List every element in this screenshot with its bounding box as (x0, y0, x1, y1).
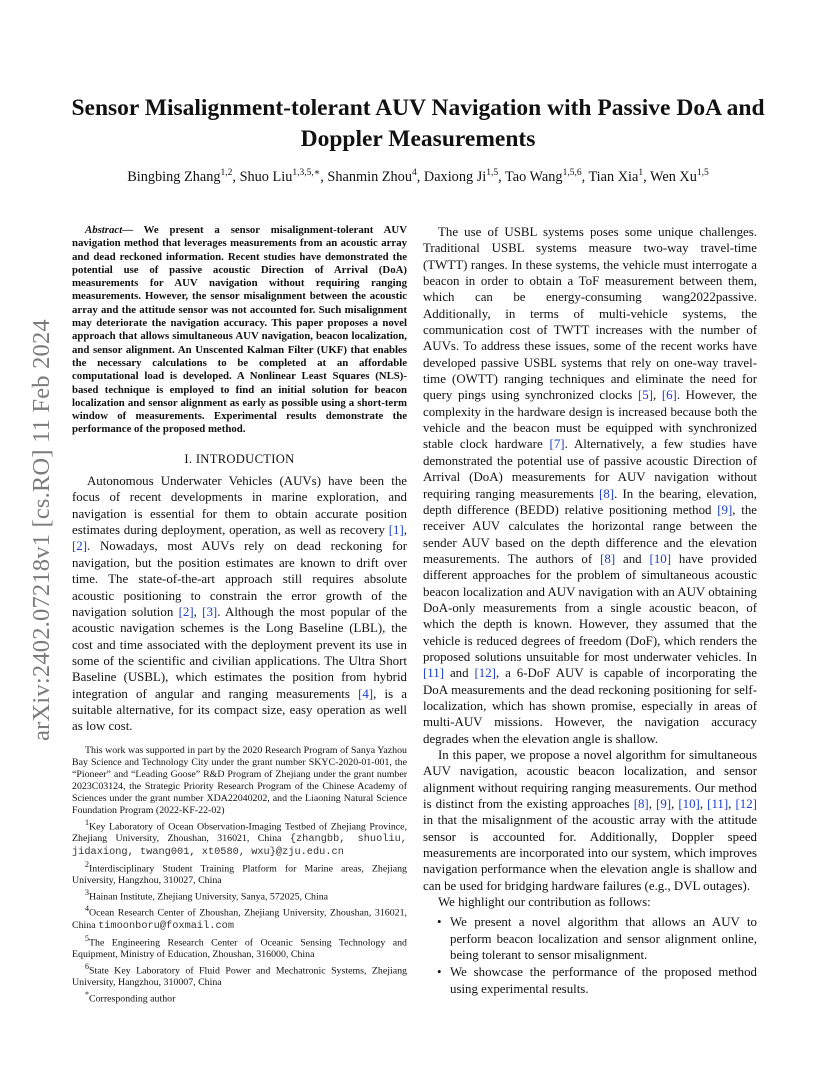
citation-link[interactable]: [9] (717, 502, 733, 517)
citation-link[interactable]: [2] (178, 604, 194, 619)
affiliation-5: $^5$The Engineering Research Center of Oceanic Sensing Technology and Equipment, Ministry of Education, Zhoushan, 316000, China (72, 933, 407, 960)
email-address: timoonboru@foxmail.com (98, 919, 235, 932)
author-separator: , (498, 168, 506, 185)
citation-link[interactable]: [11] (423, 666, 444, 681)
affiliation-6: $^6$State Key Laboratory of Fluid Power and Mechatronic Systems, Zhejiang University, Hangzhou, 310007, China (72, 961, 407, 988)
contribution-item-2: • We showcase the performance of the proposed method using experimental results. (450, 964, 757, 997)
author-separator: , (416, 168, 424, 185)
author-separator: , (320, 168, 328, 185)
contribution-list (423, 914, 757, 997)
title-line-2: Doppler Measurements (300, 126, 536, 152)
author-separator: , (581, 168, 589, 185)
citation-link[interactable]: [12] (735, 797, 757, 812)
author-affiliation-mark: 1,3,5,∗ (292, 168, 321, 178)
abstract (72, 224, 407, 437)
abstract-dash: — (122, 224, 133, 236)
citation-link[interactable]: [11] (707, 797, 729, 812)
left-column (72, 224, 407, 735)
citation-link[interactable]: [5] (637, 388, 653, 403)
author-affiliation-mark: 1,2 (220, 168, 233, 178)
author-separator: , (643, 168, 651, 185)
affiliation-1: $^1$Key Laboratory of Ocean Observation-Imaging Testbed of Zhejiang Province, Zhejiang University, Zhoushan, 316021, China {zhangbb, shuoliu, jidaxiong, twang001, xt0580, wxu}@zju.edu.cn (72, 817, 407, 858)
citation-link[interactable]: [8] (633, 797, 649, 812)
arxiv-sidebar-id: arXiv:2402.07218v1 [cs.RO] 11 Feb 2024 (28, 319, 55, 741)
citation-link[interactable]: [8] (600, 551, 616, 566)
corresponding-author-note: *Corresponding author (85, 989, 176, 1005)
author-list (40, 167, 796, 186)
citation-link[interactable]: [7] (549, 437, 565, 452)
citation-link[interactable]: [10] (649, 551, 672, 566)
author-name: Shuo Liu (239, 168, 293, 185)
author-name: Wen Xu (650, 168, 697, 185)
email-addresses: {zhangbb, shuoliu, jidaxiong, twang001, xt0580, wxu}@zju.edu.cn (72, 832, 407, 858)
citation-link[interactable]: [12] (474, 666, 496, 681)
affiliation-4: $^4$Ocean Research Center of Zhoushan, Zhejiang University, Zhoushan, 316021, China timoonboru@foxmail.com (72, 904, 407, 932)
intro-paragraph-4: We highlight our contribution as follows: (438, 895, 651, 910)
affiliation-3: $^3$Hainan Institute, Zhejiang University, Sanya, 572025, China (85, 888, 329, 903)
intro-paragraph-3: In this paper, we propose a novel algorithm for simultaneous AUV navigation, acoustic beacon localization, and sensor alignment without requiring ranging measurements. Our method is distinct from the existing approaches [8], [9], [10], [11], [12] in that the misalignment of the acoustic array with the attitude sensor is accounted for. Additionally, Doppler speed measurements are incorporated into our system, which improves navigation performance when the elevation angle is shallow and can be used for bridging hardware failures (e.g., DVL outages). (423, 748, 757, 893)
right-column (423, 224, 757, 998)
affiliation-2: $^2$Interdisciplinary Student Training Platform for Marine areas, Zhejiang University, Hangzhou, 310027, China (72, 859, 407, 887)
citation-link[interactable]: [8] (599, 486, 615, 501)
intro-paragraph-1: Autonomous Underwater Vehicles (AUVs) have been the focus of recent developments in marine exploration, and navigation is essential for them to obtain accurate position estimates during deployment, operation, as well as recovery [1], [2]. Nowadays, most AUVs rely on dead reckoning for navigation, but the position estimates are known to drift over time. The state-of-the-art approach still requires absolute acoustic positioning to constrain the error growth of the navigation solution [2], [3]. Although the most popular of the acoustic navigation schemes is the Long Baseline (LBL), the cost and time associated with the deployment prevent its use in some of the scientific and civilian applications. The Ultra Short Baseline (USBL), which estimates the position from hybrid integration of angular and ranging measurements [4], is a suitable alternative, for its compact size, easy operation as well as low cost. (72, 474, 407, 734)
author-affiliation-mark: 1,5,6 (562, 168, 582, 178)
abstract-label: Abstract (85, 224, 123, 236)
intro-paragraph-2: The use of USBL systems poses some unique challenges. Traditional USBL systems measure two-way travel-time (TWTT) ranges. In these systems, the vehicle must interrogate a beacon in order to obtain a ToF measurement between them, which can be energy-consuming wang2022passive. Additionally, in terms of multi-vehicle systems, the communication cost of TWTT increases with the number of AUVs. To address these issues, some of the recent works have developed passive USBL systems that rely on one-way travel-time (OWTT) ranging techniques and eliminate the need for query pings using synchronized clocks [5], [6]. However, the complexity in the hardware design is increased because both the vehicle and the beacon must be equipped with synchronized stable clock hardware [7]. Alternatively, a few studies have demonstrated the potential use of passive acoustic Direction of Arrival (DoA) measurements for AUV navigation without requiring ranging measurements [8]. In the bearing, elevation, depth difference (BEDD) relative positioning method [9], the receiver AUV calculates the horizontal range between the sender AUV based on the depth difference and the elevation measurements. The authors of [8] and [10] have provided different approaches for the problem of simultaneous acoustic beacon localization and AUV navigation with an AUV obtaining DoA-only measurements from a single acoustic beacon, of which the depth is known. However, they assumed that the vehicle is reduced degrees of freedom (DoF), which renders the proposed solutions unsuitable for most underwater vehicles. In [11] and [12], a 6-DoF AUV is capable of incorporating the DoA measurements and the dead reckoning positioning for self-localization, which has shown promise, especially in areas of multi-AUV missions. However, the navigation accuracy degrades when the elevation angle is shallow. (423, 225, 757, 746)
contribution-item-1: • We present a novel algorithm that allows an AUV to perform beacon localization and sensor alignment online, being tolerant to sensor misalignment. (450, 914, 757, 963)
citation-link[interactable]: [10] (678, 797, 700, 812)
paper-title (60, 93, 776, 155)
author-affiliation-mark: 1,5 (486, 168, 499, 178)
citation-link[interactable]: [1] (388, 523, 404, 538)
funding-note: This work was supported in part by the 2020 Research Program of Sanya Yazhou Bay Science and Technology City under the grant number SKYC-2020-01-001, the “Pioneer” and “Leading Goose” R&D Program of Zhejiang under the grant number 2023C03124, the Strategic Priority Research Program of the Chinese Academy of Sciences under the grant number XDA22040202, and the Liaoning Natural Science Foundation Program (2022-KF-22-02) (72, 745, 407, 816)
title-line-1: Sensor Misalignment-tolerant AUV Navigation with Passive DoA and (71, 95, 765, 121)
author-separator: , (232, 168, 240, 185)
author-name: Shanmin Zhou (327, 168, 412, 185)
citation-link[interactable]: [9] (656, 797, 672, 812)
author-affiliation-mark: 1 (638, 168, 644, 178)
citation-link[interactable]: [4] (358, 686, 374, 701)
author-affiliation-mark: 4 (411, 168, 417, 178)
author-name: Bingbing Zhang (127, 168, 221, 185)
author-name: Tian Xia (588, 168, 639, 185)
citation-link[interactable]: [2] (72, 539, 88, 554)
abstract-text: We present a sensor misalignment-tolerant AUV navigation method that leverages measurements from an acoustic array and dead reckoned information. Recent studies have demonstrated the potential use of passive acoustic Direction of Arrival (DoA) measurements for AUV navigation without requiring ranging measurements. However, the sensor misalignment between the acoustic array and the attitude sensor was not accounted for. Such misalignment may deteriorate the navigation accuracy. This paper proposes a novel approach that allows simultaneous AUV navigation, beacon localization, and sensor alignment. An Unscented Kalman Filter (UKF) that enables the necessary calculations to be completed at an affordable computational load is developed. A Nonlinear Least Squares (NLS)-based technique is employed to find an initial solution for beacon localization and sensor alignment as early as possible using a short-term window of measurements. Experimental results demonstrate the performance of the proposed method. (72, 224, 407, 436)
author-name: Daxiong Ji (423, 168, 487, 185)
author-name: Tao Wang (505, 168, 563, 185)
footnotes (72, 745, 407, 1005)
citation-link[interactable]: [3] (202, 604, 218, 619)
section-heading-introduction: I. INTRODUCTION (184, 451, 295, 466)
author-affiliation-mark: 1,5 (696, 168, 709, 178)
citation-link[interactable]: [6] (661, 388, 677, 403)
